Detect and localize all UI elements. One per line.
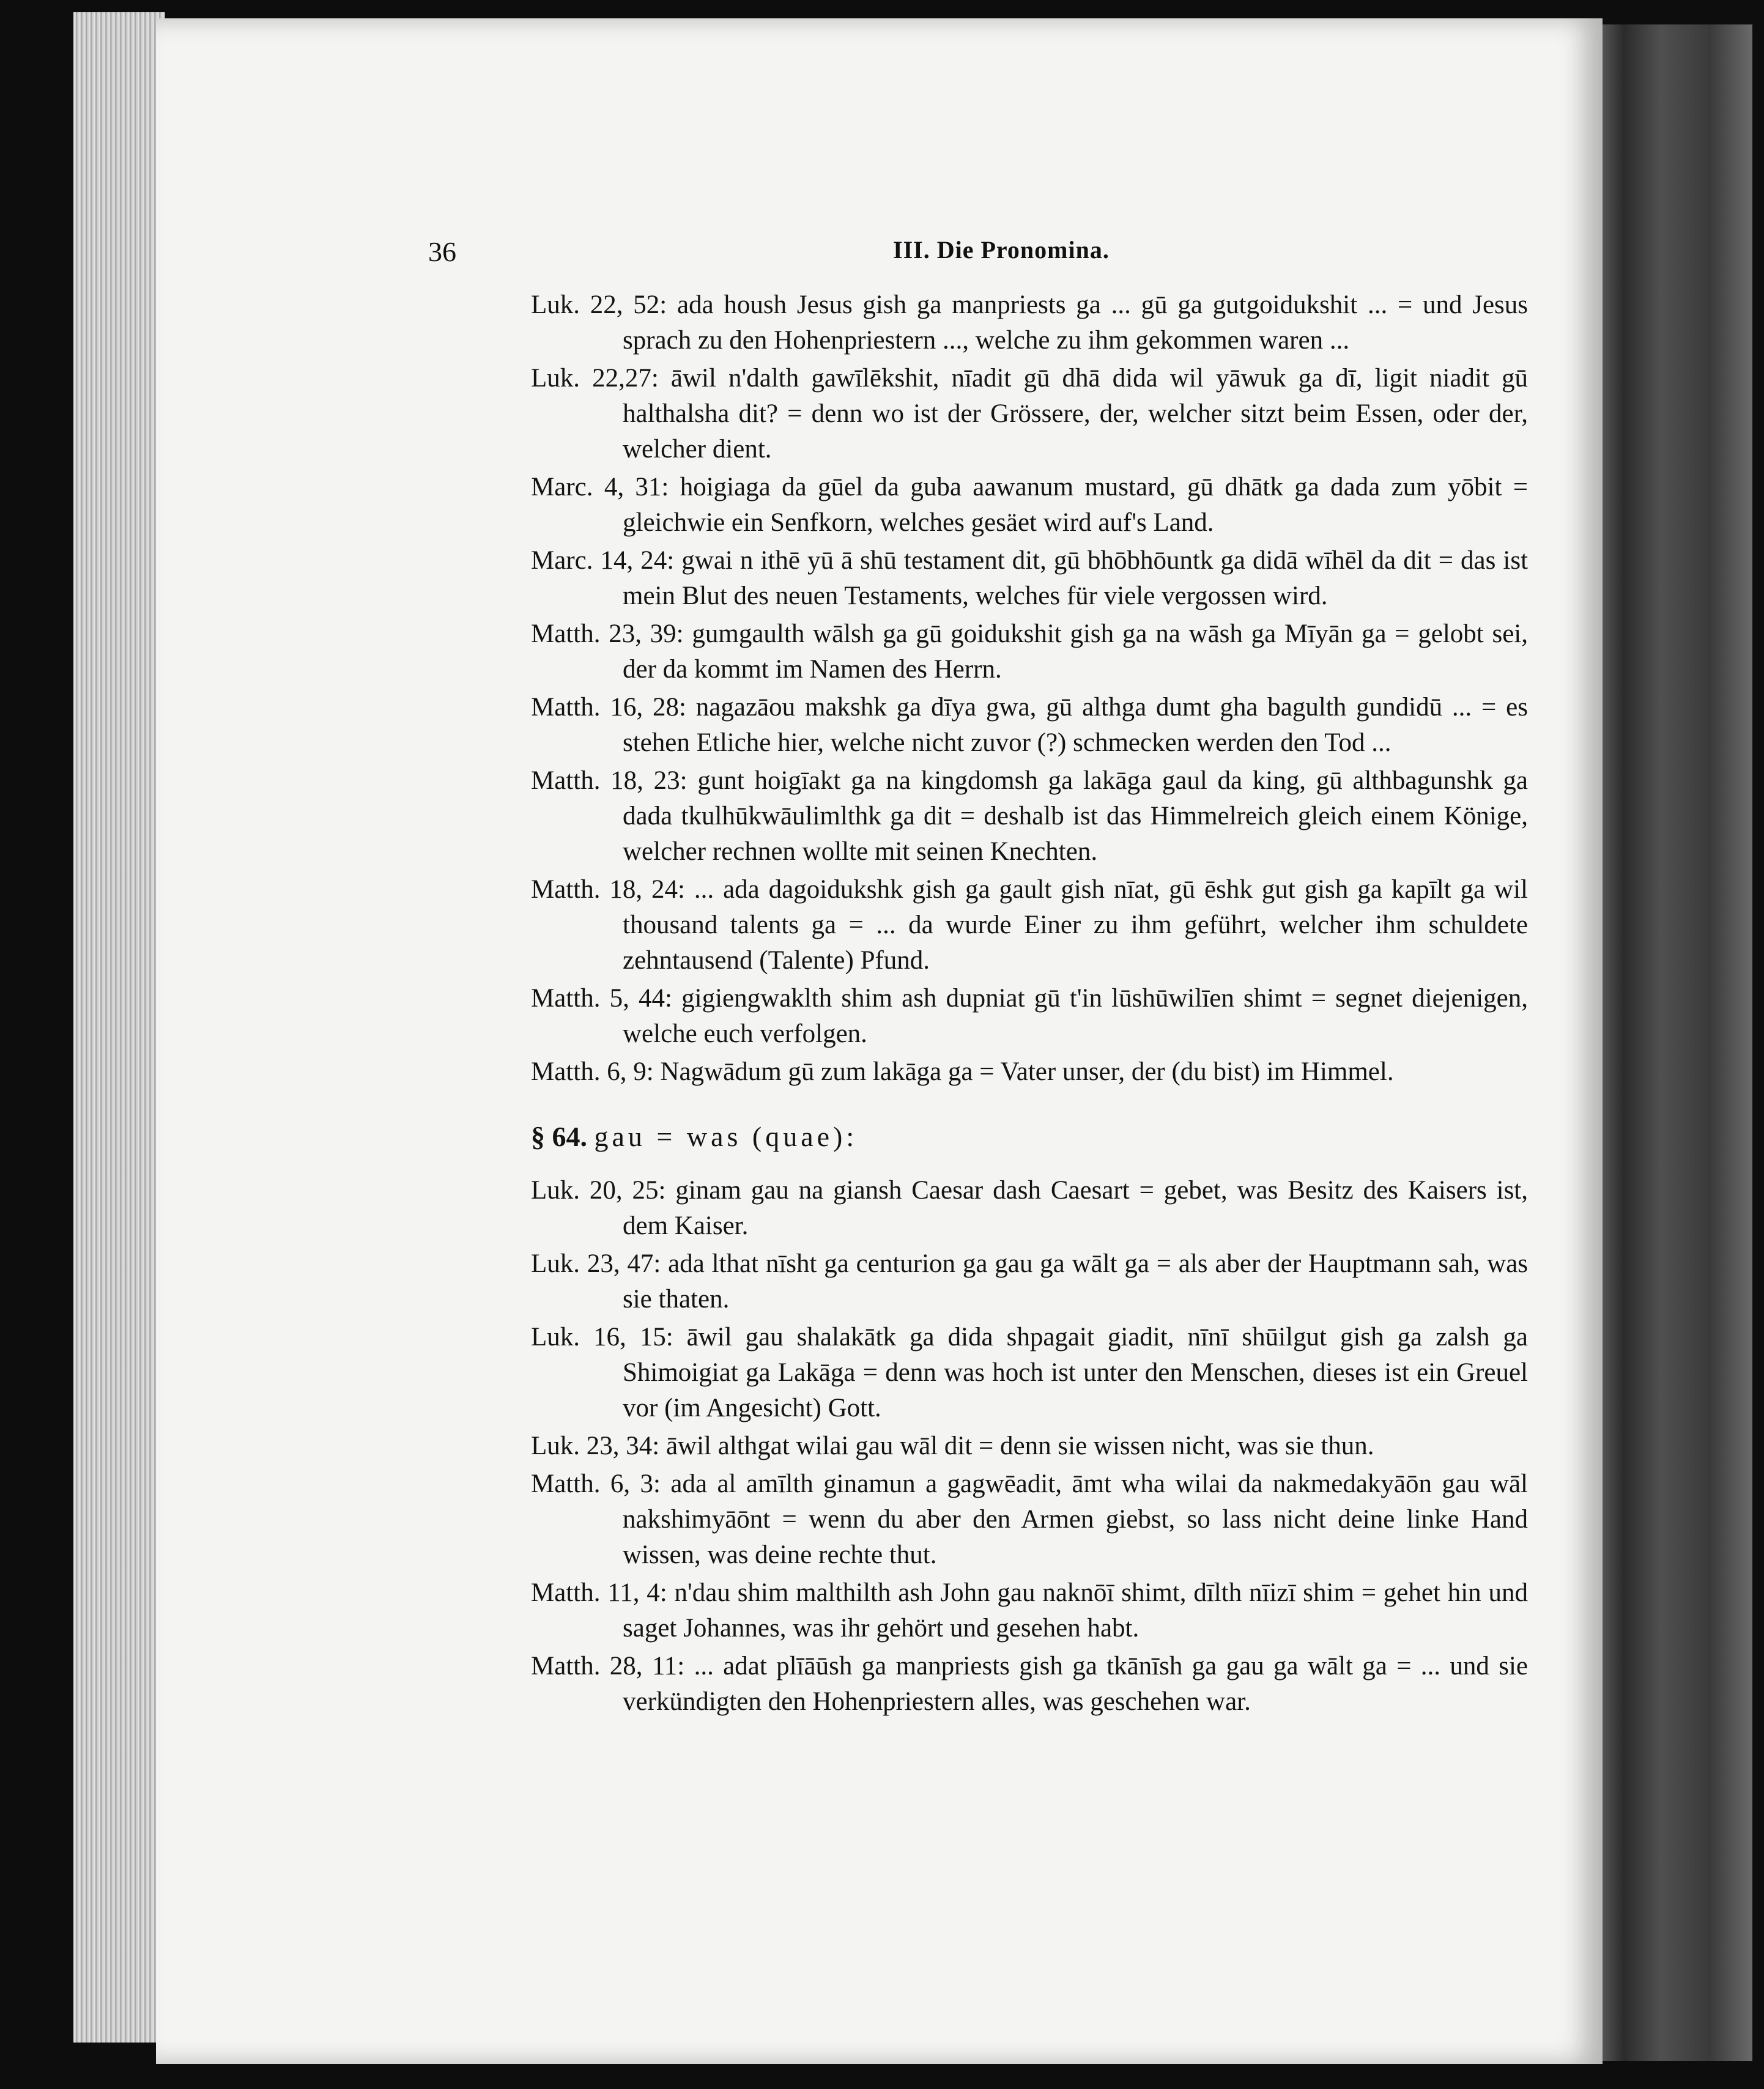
page-stack-edges: [73, 12, 165, 2043]
citation-reference: Marc. 14, 24:: [531, 546, 675, 575]
citation-text: n'dau shim malthilth ash John gau naknōī shimt, dīlth nīizī shim = gehet hin und saget Johannes, was ihr gehört und gesehen habt.: [623, 1578, 1528, 1643]
running-head: [428, 235, 1764, 272]
citation-reference: Matth. 28, 11:: [531, 1652, 685, 1680]
citation-text: ... adat plīāūsh ga manpriests gish ga tkānīsh ga gau ga wālt ga = ... und sie verkündigten den Hohenpriestern alles, was geschehen war.: [623, 1652, 1528, 1716]
citation-text: ada al amīlth ginamun a gagwēadit, āmt wha wilai da nakmedakyāōn gau wāl nakshimyāōnt = wenn du aber den Armen giebst, so lass nicht deine linke Hand wissen, was deine rechte thut.: [623, 1470, 1528, 1569]
citation-reference: Luk. 20, 25:: [531, 1176, 666, 1205]
citation-reference: Luk. 22, 52:: [531, 290, 667, 319]
citation-reference: Matth. 18, 23:: [531, 766, 687, 795]
section-number: § 64.: [531, 1121, 587, 1152]
citation-entry: [531, 1173, 1528, 1244]
page-content: [531, 287, 1528, 1722]
citation-text: Nagwādum gū zum lakāga ga = Vater unser, der (du bist) im Himmel.: [660, 1057, 1394, 1086]
citation-entry: [531, 1429, 1528, 1464]
citation-entry: [531, 1466, 1528, 1573]
entries-before-section: [531, 287, 1528, 1090]
citation-text: hoigiaga da gūel da guba aawanum mustard, gū dhātk ga dada zum yōbit = gleichwie ein Senfkorn, welches gesäet wird auf's Land.: [623, 473, 1529, 537]
citation-reference: Matth. 16, 28:: [531, 693, 686, 722]
entries-after-section: [531, 1173, 1528, 1720]
page-number: 36: [428, 236, 456, 267]
citation-reference: Luk. 16, 15:: [531, 1323, 673, 1351]
citation-entry: [531, 1320, 1528, 1426]
citation-text: āwil althgat wilai gau wāl dit = denn sie wissen nicht, was sie thun.: [665, 1432, 1374, 1460]
citation-text: gunt hoigīakt ga na kingdomsh ga lakāga gaul da king, gū althbagunshk ga dada tkulhūkwāulimlthk ga dit = deshalb ist das Himmelreich gleich einem Könige, welcher rechnen wollte mit seinen Knechten.: [623, 766, 1528, 866]
citation-reference: Matth. 23, 39:: [531, 619, 684, 648]
citation-entry: [531, 287, 1528, 358]
section-heading: [531, 1119, 1528, 1155]
citation-text: āwil n'dalth gawīlēkshit, nīadit gū dhā dida wil yāwuk ga dī, ligit niadit gū halthalsha dit? = denn wo ist der Grössere, der, welcher sitzt beim Essen, oder der, welcher dient.: [623, 364, 1528, 464]
chapter-title: III. Die Pronomina.: [893, 236, 1110, 264]
citation-text: nagazāou makshk ga dīya gwa, gū althga dumt gha bagulth gundidū ... = es stehen Etliche hier, welche nicht zuvor (?) schmecken werden den Tod ...: [623, 693, 1528, 757]
citation-text: ... ada dagoidukshk gish ga gault gish nīat, gū ēshk gut gish ga kapīlt ga wil thousand talents ga = ... da wurde Einer zu ihm geführt, welcher ihm schuldete zehntausend (Talente) Pfund.: [623, 875, 1528, 975]
citation-entry: [531, 1575, 1528, 1646]
citation-text: ginam gau na giansh Caesar dash Caesart = gebet, was Besitz des Kaisers ist, dem Kaiser.: [623, 1176, 1528, 1240]
citation-text: gigiengwaklth shim ash dupniat gū t'in lūshūwilīen shimt = segnet diejenigen, welche euch verfolgen.: [623, 984, 1529, 1048]
citation-reference: Matth. 11, 4:: [531, 1578, 667, 1607]
citation-text: ada lthat nīsht ga centurion ga gau ga wālt ga = als aber der Hauptmann sah, was sie thaten.: [623, 1249, 1529, 1314]
citation-reference: Marc. 4, 31:: [531, 473, 669, 501]
citation-reference: Luk. 23, 47:: [531, 1249, 661, 1278]
citation-entry: [531, 361, 1528, 467]
citation-entry: [531, 690, 1528, 761]
section-title: gau = was (quae):: [594, 1121, 858, 1152]
citation-text: gumgaulth wālsh ga gū goidukshit gish ga na wāsh ga Mīyān ga = gelobt sei, der da kommt im Namen des Herrn.: [623, 619, 1529, 684]
citation-text: ada housh Jesus gish ga manpriests ga ... gū ga gutgoidukshit ... = und Jesus sprach zu den Hohenpriestern ..., welche zu ihm gekommen waren ...: [623, 290, 1528, 355]
citation-entry: [531, 1649, 1528, 1720]
citation-entry: [531, 763, 1528, 870]
citation-text: gwai n ithē yū ā shū testament dit, gū bhōbhōuntk ga didā wīhēl da dit = das ist mein Blut des neuen Testaments, welches für viele vergossen wird.: [623, 546, 1529, 610]
citation-text: āwil gau shalakātk ga dida shpagait giadit, nīnī shūilgut gish ga zalsh ga Shimoigiat ga Lakāga = denn was hoch ist unter den Menschen, dieses ist ein Greuel vor (im Angesicht) Gott.: [623, 1323, 1529, 1422]
citation-entry: [531, 1246, 1528, 1317]
citation-reference: Matth. 6, 9:: [531, 1057, 654, 1086]
citation-entry: [531, 543, 1528, 614]
citation-reference: Matth. 5, 44:: [531, 984, 672, 1013]
citation-entry: [531, 1054, 1528, 1090]
citation-entry: [531, 981, 1528, 1052]
book-binding-shadow: [1599, 24, 1752, 2061]
citation-entry: [531, 872, 1528, 978]
citation-reference: Matth. 6, 3:: [531, 1470, 661, 1498]
citation-reference: Luk. 23, 34:: [531, 1432, 660, 1460]
citation-entry: [531, 616, 1528, 687]
citation-reference: Luk. 22,27:: [531, 364, 659, 393]
citation-reference: Matth. 18, 24:: [531, 875, 685, 904]
citation-entry: [531, 470, 1528, 541]
